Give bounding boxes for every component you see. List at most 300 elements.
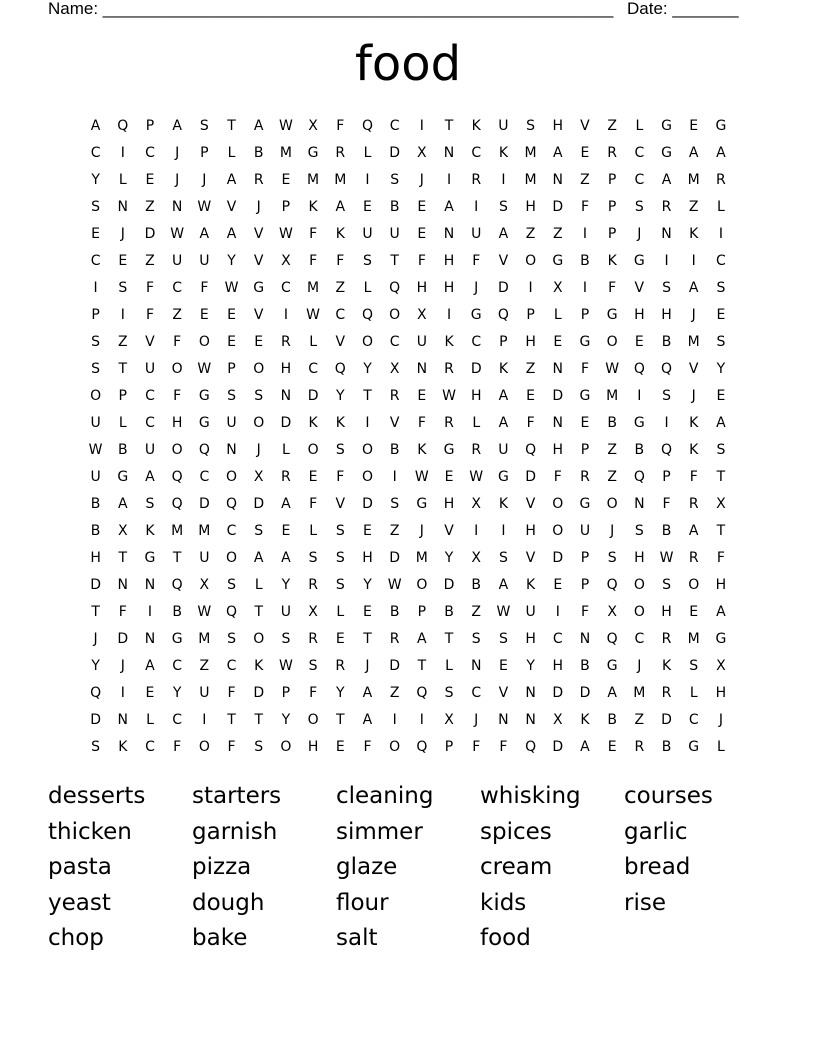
- grid-letter: Q: [171, 468, 183, 485]
- grid-letter: Q: [198, 441, 210, 458]
- grid-letter: P: [580, 576, 590, 593]
- grid-letter: B: [389, 441, 400, 458]
- grid-letter: S: [254, 738, 264, 755]
- grid-letter: W: [496, 603, 511, 620]
- grid-letter: H: [307, 738, 319, 755]
- grid-letter: F: [309, 495, 318, 512]
- grid-letter: A: [716, 603, 726, 620]
- grid-letter: O: [226, 549, 238, 566]
- grid-letter: B: [253, 144, 264, 161]
- grid-letter: Y: [91, 657, 100, 674]
- grid-letter: Z: [199, 657, 210, 674]
- grid-letter: A: [580, 738, 590, 755]
- grid-letter: M: [687, 171, 700, 188]
- grid-letter: G: [470, 306, 482, 323]
- grid-letter: I: [419, 117, 424, 134]
- grid-letter: D: [552, 387, 564, 404]
- grid-letter: H: [552, 657, 564, 674]
- grid-letter: K: [689, 414, 699, 431]
- grid-letter: E: [417, 387, 427, 404]
- grid-letter: P: [444, 738, 454, 755]
- grid-letter: N: [634, 495, 645, 512]
- grid-letter: K: [498, 144, 508, 161]
- grid-letter: X: [389, 360, 400, 377]
- grid-letter: B: [117, 441, 128, 458]
- grid-letter: Z: [145, 198, 155, 215]
- page-title: food: [354, 36, 462, 92]
- grid-letter: C: [145, 738, 155, 755]
- grid-letter: D: [498, 279, 509, 296]
- date-field-label: Date: _______: [627, 0, 739, 18]
- grid-letter: I: [501, 522, 506, 539]
- grid-letter: Q: [525, 441, 537, 458]
- grid-letter: A: [498, 576, 509, 593]
- grid-letter: T: [716, 522, 726, 539]
- word-list-item: desserts: [48, 783, 146, 809]
- grid-letter: K: [335, 225, 345, 242]
- grid-letter: P: [607, 198, 617, 215]
- grid-letter: W: [659, 549, 674, 566]
- grid-letter: G: [171, 630, 183, 647]
- grid-row: [82, 679, 735, 706]
- grid-letter: H: [443, 279, 455, 296]
- grid-letter: N: [552, 171, 564, 188]
- grid-letter: U: [226, 414, 237, 431]
- grid-letter: Q: [606, 630, 618, 647]
- grid-letter: F: [553, 468, 562, 485]
- grid-letter: S: [444, 684, 454, 701]
- grid-letter: G: [633, 414, 645, 431]
- grid-letter: Y: [444, 549, 454, 566]
- grid-letter: J: [637, 657, 642, 674]
- grid-letter: U: [144, 360, 156, 377]
- grid-letter: G: [606, 657, 618, 674]
- grid-letter: M: [198, 630, 211, 647]
- grid-letter: U: [172, 252, 183, 269]
- grid-letter: V: [253, 306, 264, 323]
- grid-row: [82, 436, 735, 463]
- grid-letter: I: [120, 144, 125, 161]
- grid-letter: O: [361, 441, 373, 458]
- grid-letter: R: [281, 333, 291, 350]
- grid-letter: Q: [661, 360, 673, 377]
- grid-letter: A: [688, 279, 699, 296]
- grid-letter: Q: [226, 603, 238, 620]
- grid-letter: W: [197, 360, 212, 377]
- grid-letter: A: [281, 495, 291, 512]
- grid-letter: C: [634, 144, 645, 161]
- grid-letter: F: [580, 603, 589, 620]
- grid-letter: J: [691, 306, 696, 323]
- grid-letter: L: [635, 117, 644, 134]
- grid-letter: V: [525, 495, 536, 512]
- grid-letter: F: [227, 738, 236, 755]
- grid-letter: E: [363, 198, 372, 215]
- grid-letter: C: [634, 630, 645, 647]
- grid-letter: J: [256, 198, 261, 215]
- grid-letter: D: [144, 225, 156, 242]
- grid-letter: R: [335, 657, 346, 674]
- grid-letter: R: [661, 684, 672, 701]
- grid-letter: E: [444, 468, 454, 485]
- grid-letter: T: [716, 468, 726, 485]
- grid-letter: G: [117, 468, 129, 485]
- grid-letter: G: [497, 468, 509, 485]
- grid-letter: G: [661, 117, 672, 134]
- grid-letter: O: [198, 333, 210, 350]
- grid-letter: E: [580, 144, 590, 161]
- grid-letter: A: [335, 198, 346, 215]
- grid-letter: A: [172, 117, 182, 134]
- grid-letter: V: [688, 360, 699, 377]
- grid-letter: H: [552, 441, 564, 458]
- grid-letter: N: [144, 576, 156, 593]
- grid-letter: T: [172, 549, 182, 566]
- grid-letter: E: [607, 738, 617, 755]
- grid-letter: K: [335, 414, 345, 431]
- grid-letter: E: [254, 333, 264, 350]
- grid-letter: T: [390, 252, 399, 269]
- grid-letter: E: [281, 171, 291, 188]
- grid-letter: K: [118, 738, 128, 755]
- word-list-item: cream: [480, 854, 553, 880]
- grid-letter: A: [552, 144, 563, 161]
- grid-letter: A: [688, 144, 699, 161]
- grid-letter: Y: [281, 711, 291, 728]
- grid-letter: C: [90, 252, 101, 269]
- grid-letter: O: [307, 441, 319, 458]
- grid-letter: L: [363, 279, 372, 296]
- grid-letter: G: [552, 252, 564, 269]
- grid-letter: D: [307, 387, 319, 404]
- grid-letter: C: [688, 711, 699, 728]
- grid-letter: S: [91, 333, 101, 350]
- grid-letter: T: [444, 117, 454, 134]
- grid-letter: C: [389, 333, 400, 350]
- grid-letter: C: [145, 414, 155, 431]
- grid-letter: D: [443, 576, 455, 593]
- grid-letter: N: [552, 414, 564, 431]
- grid-letter: H: [661, 603, 672, 620]
- word-list-item: cleaning: [336, 783, 434, 809]
- grid-letter: P: [580, 441, 590, 458]
- grid-letter: A: [117, 495, 128, 512]
- grid-letter: S: [254, 522, 264, 539]
- grid-letter: J: [202, 171, 207, 188]
- grid-letter: Y: [172, 684, 182, 701]
- grid-letter: M: [606, 387, 619, 404]
- grid-letter: S: [118, 279, 128, 296]
- grid-letter: R: [607, 144, 618, 161]
- grid-letter: V: [226, 198, 237, 215]
- grid-letter: T: [91, 603, 100, 620]
- grid-letter: U: [280, 603, 292, 620]
- grid-letter: W: [387, 576, 402, 593]
- grid-letter: D: [552, 684, 564, 701]
- grid-letter: K: [580, 711, 590, 728]
- grid-letter: W: [306, 306, 321, 323]
- grid-letter: K: [417, 441, 427, 458]
- grid-letter: G: [579, 495, 591, 512]
- grid-letter: I: [120, 684, 125, 701]
- grid-letter: S: [662, 387, 671, 404]
- grid-row: [82, 328, 735, 355]
- grid-letter: Z: [471, 603, 482, 620]
- grid-letter: L: [363, 144, 372, 161]
- grid-letter: F: [173, 333, 182, 350]
- grid-letter: M: [524, 144, 537, 161]
- grid-letter: Z: [688, 198, 699, 215]
- grid-letter: Z: [145, 252, 155, 269]
- grid-letter: F: [662, 495, 671, 512]
- grid-letter: E: [526, 387, 536, 404]
- grid-letter: H: [362, 549, 373, 566]
- grid-letter: O: [416, 576, 428, 593]
- grid-letter: Q: [361, 306, 373, 323]
- grid-letter: G: [443, 441, 455, 458]
- grid-letter: E: [363, 522, 372, 539]
- grid-letter: C: [90, 144, 101, 161]
- grid-row: [82, 517, 735, 544]
- grid-letter: O: [633, 603, 645, 620]
- grid-letter: A: [145, 657, 155, 674]
- grid-letter: A: [498, 225, 509, 242]
- grid-letter: M: [633, 684, 646, 701]
- grid-letter: F: [118, 603, 127, 620]
- word-list-item: courses: [624, 783, 713, 809]
- grid-letter: O: [606, 333, 618, 350]
- grid-letter: R: [471, 171, 482, 188]
- grid-letter: Q: [334, 360, 346, 377]
- grid-letter: J: [365, 657, 370, 674]
- grid-letter: Q: [606, 576, 618, 593]
- grid-letter: K: [444, 333, 454, 350]
- grid-letter: I: [664, 414, 669, 431]
- grid-letter: L: [717, 738, 725, 755]
- grid-letter: S: [689, 657, 699, 674]
- grid-letter: H: [525, 630, 536, 647]
- grid-letter: C: [199, 468, 210, 485]
- grid-letter: L: [282, 441, 290, 458]
- grid-letter: D: [552, 549, 564, 566]
- grid-letter: B: [580, 657, 590, 674]
- grid-letter: N: [117, 576, 129, 593]
- grid-letter: P: [580, 306, 590, 323]
- grid-letter: B: [661, 522, 672, 539]
- grid-letter: I: [283, 306, 288, 323]
- grid-letter: C: [281, 279, 291, 296]
- word-search-grid: [82, 112, 735, 760]
- grid-letter: Q: [117, 117, 129, 134]
- grid-letter: K: [607, 252, 617, 269]
- grid-letter: H: [715, 576, 727, 593]
- grid-letter: E: [335, 738, 345, 755]
- grid-row: [82, 247, 735, 274]
- grid-letter: X: [444, 711, 454, 728]
- grid-letter: G: [688, 738, 700, 755]
- grid-letter: E: [417, 198, 427, 215]
- grid-letter: A: [498, 387, 509, 404]
- grid-letter: O: [253, 630, 265, 647]
- grid-letter: M: [307, 279, 320, 296]
- grid-letter: G: [198, 387, 210, 404]
- word-list-item: yeast: [48, 889, 111, 916]
- grid-letter: F: [173, 387, 182, 404]
- grid-letter: T: [336, 711, 345, 728]
- grid-letter: U: [199, 549, 210, 566]
- grid-letter: X: [281, 252, 291, 269]
- grid-letter: O: [633, 576, 645, 593]
- grid-letter: C: [471, 333, 482, 350]
- grid-letter: R: [444, 360, 454, 377]
- grid-letter: S: [254, 387, 264, 404]
- grid-letter: B: [172, 603, 182, 620]
- grid-letter: D: [579, 684, 591, 701]
- grid-letter: G: [579, 387, 591, 404]
- grid-letter: I: [582, 225, 588, 242]
- grid-letter: K: [308, 414, 318, 431]
- grid-letter: C: [389, 117, 400, 134]
- grid-letter: U: [416, 333, 427, 350]
- grid-row: [82, 463, 735, 490]
- grid-letter: P: [580, 549, 590, 566]
- grid-letter: U: [199, 252, 210, 269]
- word-list-item: whisking: [480, 783, 581, 809]
- grid-letter: V: [253, 225, 264, 242]
- grid-letter: J: [120, 225, 125, 242]
- word-list-item: bread: [624, 854, 691, 880]
- grid-letter: S: [91, 198, 101, 215]
- grid-letter: V: [335, 495, 346, 512]
- grid-letter: F: [200, 279, 209, 296]
- grid-letter: F: [309, 684, 318, 701]
- grid-letter: G: [416, 495, 428, 512]
- grid-letter: S: [716, 441, 726, 458]
- grid-letter: J: [120, 657, 125, 674]
- grid-letter: Y: [336, 684, 345, 701]
- grid-letter: E: [227, 306, 236, 323]
- grid-letter: H: [443, 495, 455, 512]
- grid-letter: F: [417, 252, 426, 269]
- grid-letter: S: [91, 360, 101, 377]
- grid-letter: X: [308, 603, 318, 620]
- grid-letter: N: [525, 711, 536, 728]
- grid-letter: V: [444, 522, 454, 539]
- grid-letter: I: [392, 468, 397, 485]
- grid-letter: W: [197, 198, 212, 215]
- grid-letter: Z: [634, 711, 645, 728]
- grid-letter: S: [716, 333, 726, 350]
- grid-letter: I: [392, 711, 397, 728]
- grid-letter: T: [118, 549, 128, 566]
- grid-letter: Z: [525, 225, 536, 242]
- grid-letter: Z: [389, 684, 400, 701]
- grid-letter: D: [389, 144, 401, 161]
- grid-letter: Z: [607, 441, 617, 458]
- grid-letter: U: [90, 414, 101, 431]
- grid-letter: A: [362, 711, 373, 728]
- grid-letter: P: [91, 306, 100, 323]
- grid-letter: P: [200, 144, 209, 161]
- grid-row: [82, 220, 735, 247]
- grid-letter: F: [227, 684, 236, 701]
- grid-letter: P: [607, 225, 617, 242]
- grid-letter: F: [472, 252, 481, 269]
- grid-letter: R: [661, 198, 672, 215]
- grid-letter: E: [281, 522, 291, 539]
- grid-letter: Z: [552, 225, 563, 242]
- grid-letter: J: [474, 711, 479, 728]
- grid-row: [82, 355, 735, 382]
- grid-letter: P: [281, 684, 291, 701]
- grid-letter: A: [661, 171, 672, 188]
- grid-letter: I: [691, 252, 696, 269]
- grid-letter: S: [281, 630, 291, 647]
- grid-letter: S: [335, 441, 345, 458]
- grid-letter: F: [336, 117, 345, 134]
- grid-letter: P: [499, 333, 508, 350]
- grid-letter: I: [718, 225, 723, 242]
- grid-letter: B: [580, 252, 590, 269]
- grid-letter: Z: [525, 360, 536, 377]
- grid-letter: V: [389, 414, 400, 431]
- grid-letter: X: [253, 468, 264, 485]
- grid-letter: K: [145, 522, 155, 539]
- grid-letter: I: [474, 198, 479, 215]
- word-list-item: garlic: [624, 818, 688, 845]
- grid-letter: I: [664, 252, 669, 269]
- grid-letter: Q: [525, 738, 537, 755]
- grid-letter: W: [278, 117, 293, 134]
- grid-letter: S: [390, 171, 400, 188]
- grid-letter: F: [336, 468, 345, 485]
- grid-letter: L: [118, 414, 127, 431]
- grid-letter: A: [688, 522, 699, 539]
- grid-letter: D: [389, 549, 401, 566]
- grid-letter: C: [634, 171, 645, 188]
- grid-letter: X: [417, 144, 427, 161]
- grid-letter: R: [308, 576, 318, 593]
- grid-letter: E: [689, 117, 699, 134]
- grid-letter: C: [471, 684, 482, 701]
- grid-letter: P: [227, 360, 236, 377]
- grid-letter: A: [444, 198, 454, 215]
- grid-letter: C: [552, 630, 563, 647]
- grid-letter: W: [469, 468, 484, 485]
- grid-letter: P: [145, 117, 155, 134]
- grid-letter: Z: [335, 279, 346, 296]
- word-list-item: starters: [192, 783, 282, 809]
- grid-letter: N: [117, 198, 129, 215]
- grid-letter: G: [606, 306, 618, 323]
- grid-letter: A: [226, 225, 237, 242]
- grid-row: [82, 652, 735, 679]
- grid-letter: W: [414, 468, 429, 485]
- word-list-item: dough: [192, 889, 265, 916]
- word-list-item: rise: [624, 889, 666, 916]
- grid-letter: C: [226, 522, 237, 539]
- grid-letter: X: [716, 657, 726, 674]
- grid-letter: G: [715, 117, 727, 134]
- word-list-item: kids: [480, 889, 527, 916]
- grid-letter: S: [662, 279, 671, 296]
- grid-letter: R: [335, 144, 346, 161]
- grid-letter: O: [389, 306, 401, 323]
- grid-letter: S: [634, 198, 644, 215]
- grid-letter: I: [528, 279, 533, 296]
- grid-letter: K: [498, 360, 508, 377]
- grid-letter: X: [199, 576, 210, 593]
